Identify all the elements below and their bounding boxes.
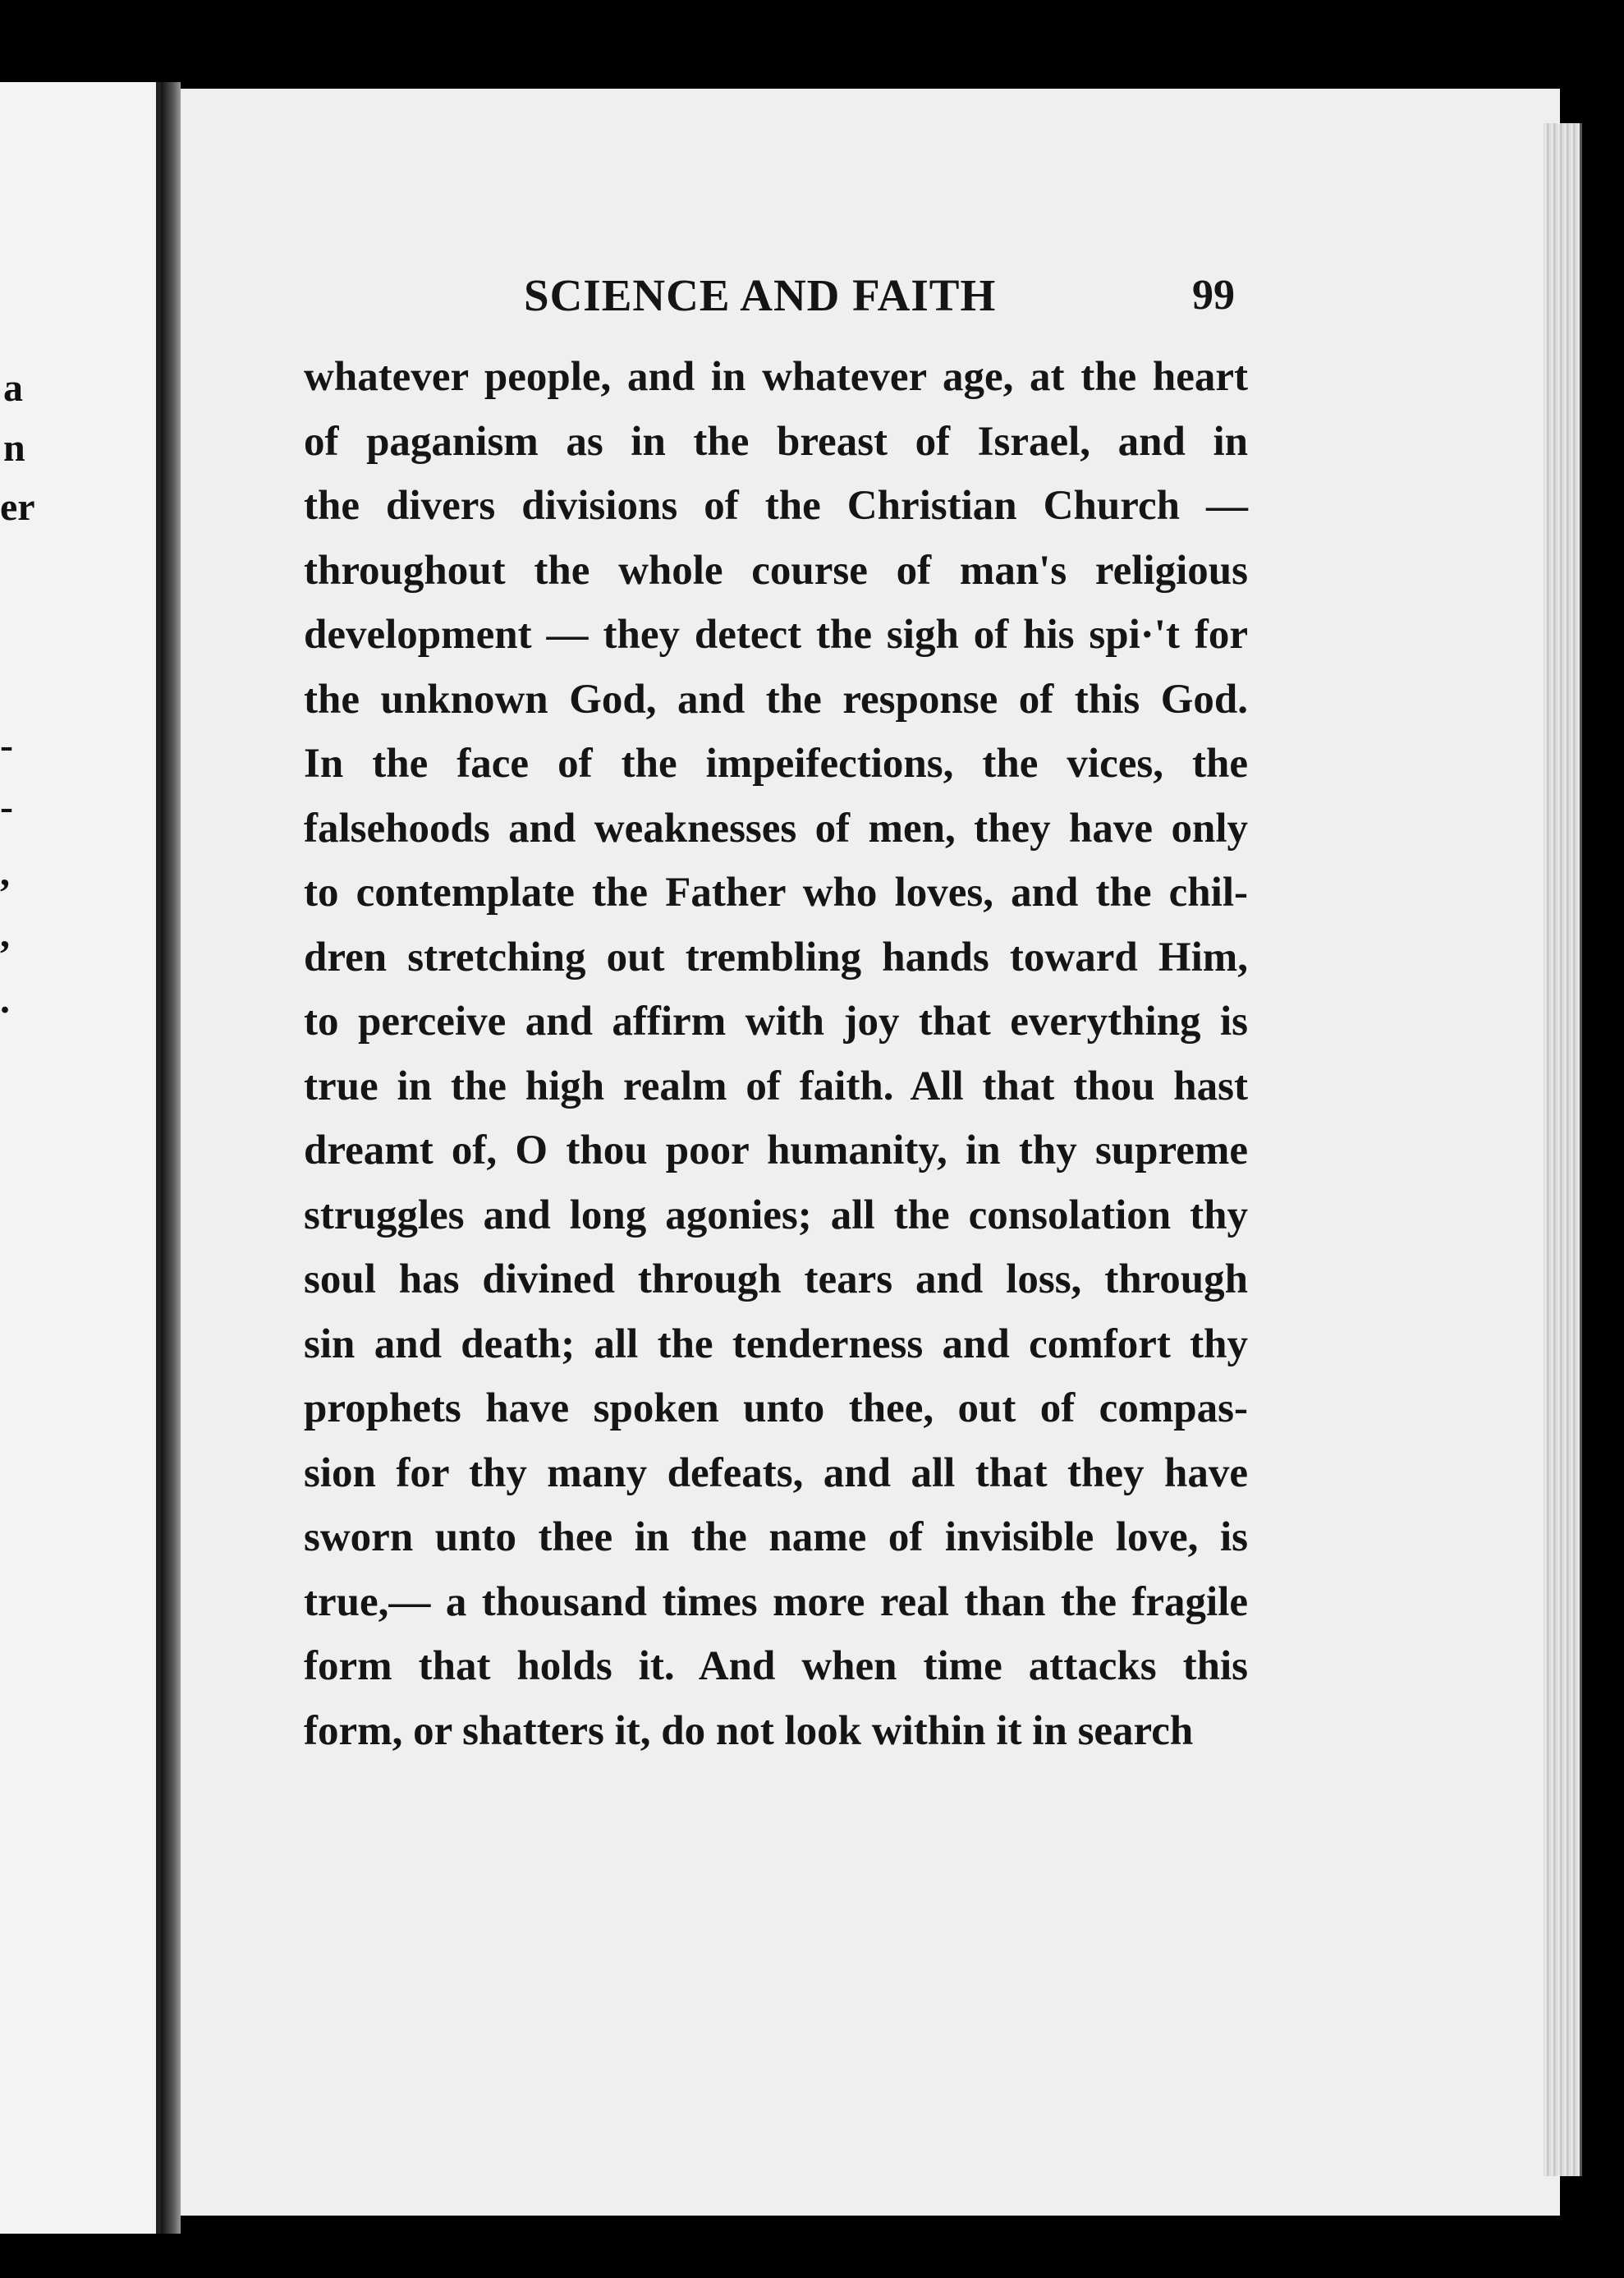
text-line: to perceive and affirm with joy that everything is	[304, 999, 1248, 1045]
previous-page-fragment: -	[0, 723, 13, 767]
text-line: soul has divined through tears and loss, through	[304, 1256, 1248, 1302]
text-line: true,— a thousand times more real than the fragile	[304, 1578, 1248, 1625]
previous-page-fragment: ,	[0, 912, 10, 956]
page-stack-edge	[1544, 123, 1582, 2176]
text-line: true in the high realm of faith. All that thou hast	[304, 1063, 1248, 1109]
text-line: dreamt of, O thou poor humanity, in thy supreme	[304, 1128, 1248, 1173]
text-line: In the face of the impeifections, the vices, the	[304, 741, 1248, 787]
previous-page-fragment: a	[3, 366, 23, 410]
previous-page-fragment: .	[0, 978, 10, 1022]
text-line: form that holds it. And when time attacks this	[304, 1643, 1248, 1689]
previous-page-fragment: n	[3, 426, 25, 470]
previous-page-fragment: er	[0, 485, 35, 529]
previous-page-edge	[0, 82, 161, 2234]
text-line: sion for thy many defeats, and all that they have	[304, 1449, 1248, 1496]
text-line: form, or shatters it, do not look within it in search	[304, 1707, 1194, 1754]
text-line: falsehoods and weaknesses of men, they have only	[304, 805, 1248, 852]
text-line: sin and death; all the tenderness and comfort thy	[304, 1320, 1248, 1367]
text-line: sworn unto thee in the name of invisible love, is	[304, 1514, 1248, 1560]
text-line: throughout the whole course of man's religious	[304, 547, 1248, 594]
page-number: 99	[1192, 272, 1235, 319]
binding-gutter	[161, 82, 181, 2234]
text-line: development — they detect the sigh of his spi·'t for	[304, 612, 1248, 658]
text-line: to contemplate the Father who loves, and the chil-	[304, 870, 1248, 916]
text-line: the divers divisions of the Christian Church —	[304, 483, 1248, 529]
previous-page-fragment: -	[0, 785, 13, 829]
text-line: dren stretching out trembling hands toward Him,	[304, 934, 1248, 981]
text-line: of paganism as in the breast of Israel, and in	[304, 418, 1248, 465]
text-line: the unknown God, and the response of this God.	[304, 676, 1248, 723]
text-line: whatever people, and in whatever age, at the heart	[304, 354, 1248, 400]
running-head: SCIENCE AND FAITH	[524, 270, 997, 320]
body-text	[304, 345, 1248, 1763]
previous-page-fragment: ,	[0, 851, 10, 894]
text-line: prophets have spoken unto thee, out of compas-	[304, 1385, 1248, 1431]
text-line: struggles and long agonies; all the consolation thy	[304, 1192, 1248, 1238]
